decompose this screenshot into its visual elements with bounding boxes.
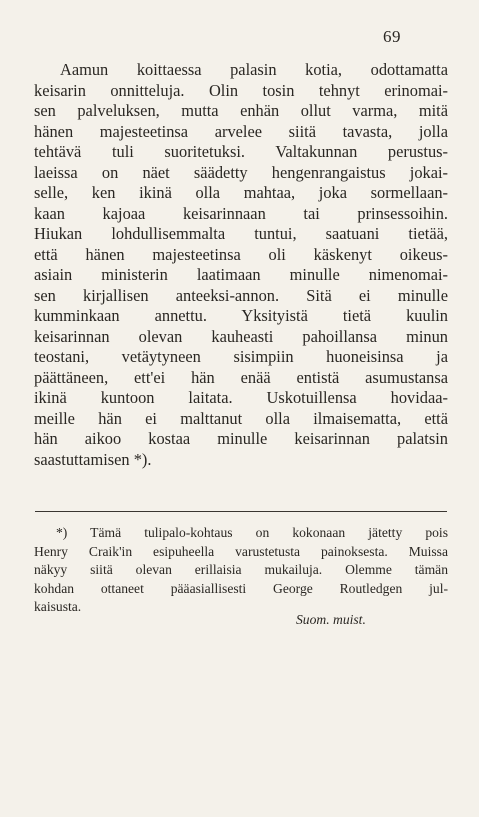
text-line: saastuttamisen *). bbox=[34, 449, 152, 469]
text-line: hänen majesteetinsa arvelee siitä tavasta, jolla bbox=[34, 121, 448, 141]
text-line: Hiukan lohdullisemmalta tuntui, saatuani tietää, bbox=[34, 224, 448, 243]
text-line: hän aikoo kostaa minulle keisarinnan palatsin bbox=[34, 429, 448, 448]
footnote-signature: Suom. muist. bbox=[296, 612, 366, 627]
text-line: laeissa on näet säädetty hengenrangaistus jokai- bbox=[34, 162, 448, 182]
text-line: meille hän ei malttanut olla ilmaisematta, että bbox=[34, 408, 448, 428]
footnote-line: Henry Craik'in esipuheella varustetusta painoksesta. Muissa bbox=[34, 543, 448, 559]
text-line: että hänen majesteetinsa oli käskenyt oikeus- bbox=[34, 244, 448, 264]
text-line: teostani, vetäytyneen sisimpiin huoneisinsa ja bbox=[34, 347, 448, 366]
text-line: Aamun koittaessa palasin kotia, odottamatta bbox=[60, 60, 448, 79]
footnote-line: kohdan ottaneet pääasiallisesti George Routledgen jul- bbox=[34, 580, 448, 596]
text-line: keisarinnan olevan kauheasti pahoillansa minun bbox=[34, 326, 448, 346]
text-line: kaan kajoaa keisarinnaan tai prinsessoihin. bbox=[34, 203, 448, 223]
text-line: kumminkaan annettu. Yksityistä tietä kuulin bbox=[34, 306, 448, 325]
footnote-line: *) Tämä tulipalo-kohtaus on kokonaan jätetty pois bbox=[56, 525, 448, 540]
text-line: keisarin onnitteluja. Olin tosin tehnyt erinomai- bbox=[34, 80, 448, 100]
text-line: sen kirjallisen anteeksi-annon. Sitä ei minulle bbox=[34, 285, 448, 305]
text-line: päättäneen, ett'ei hän enää entistä asumustansa bbox=[34, 367, 448, 387]
text-line: sen palveluksen, mutta enhän ollut varma, mitä bbox=[34, 101, 448, 120]
main-text bbox=[34, 60, 448, 470]
page-number: 69 bbox=[383, 27, 401, 46]
text-line: ikinä kuntoon laitata. Uskotuillensa hovidaa- bbox=[34, 388, 448, 407]
footnote-divider bbox=[35, 511, 447, 512]
footnote-line: näkyy siitä olevan erillaisia mukailuja. Olemme tämän bbox=[34, 562, 448, 577]
footnote-line: kaisusta. bbox=[34, 599, 82, 614]
text-line: selle, ken ikinä olla mahtaa, joka sormellaan- bbox=[34, 183, 448, 202]
footnote bbox=[34, 524, 448, 617]
text-line: tehtävä tuli suoritetuksi. Valtakunnan perustus- bbox=[34, 142, 448, 161]
text-line: asiain ministerin laatimaan minulle nimenomai- bbox=[34, 265, 448, 284]
